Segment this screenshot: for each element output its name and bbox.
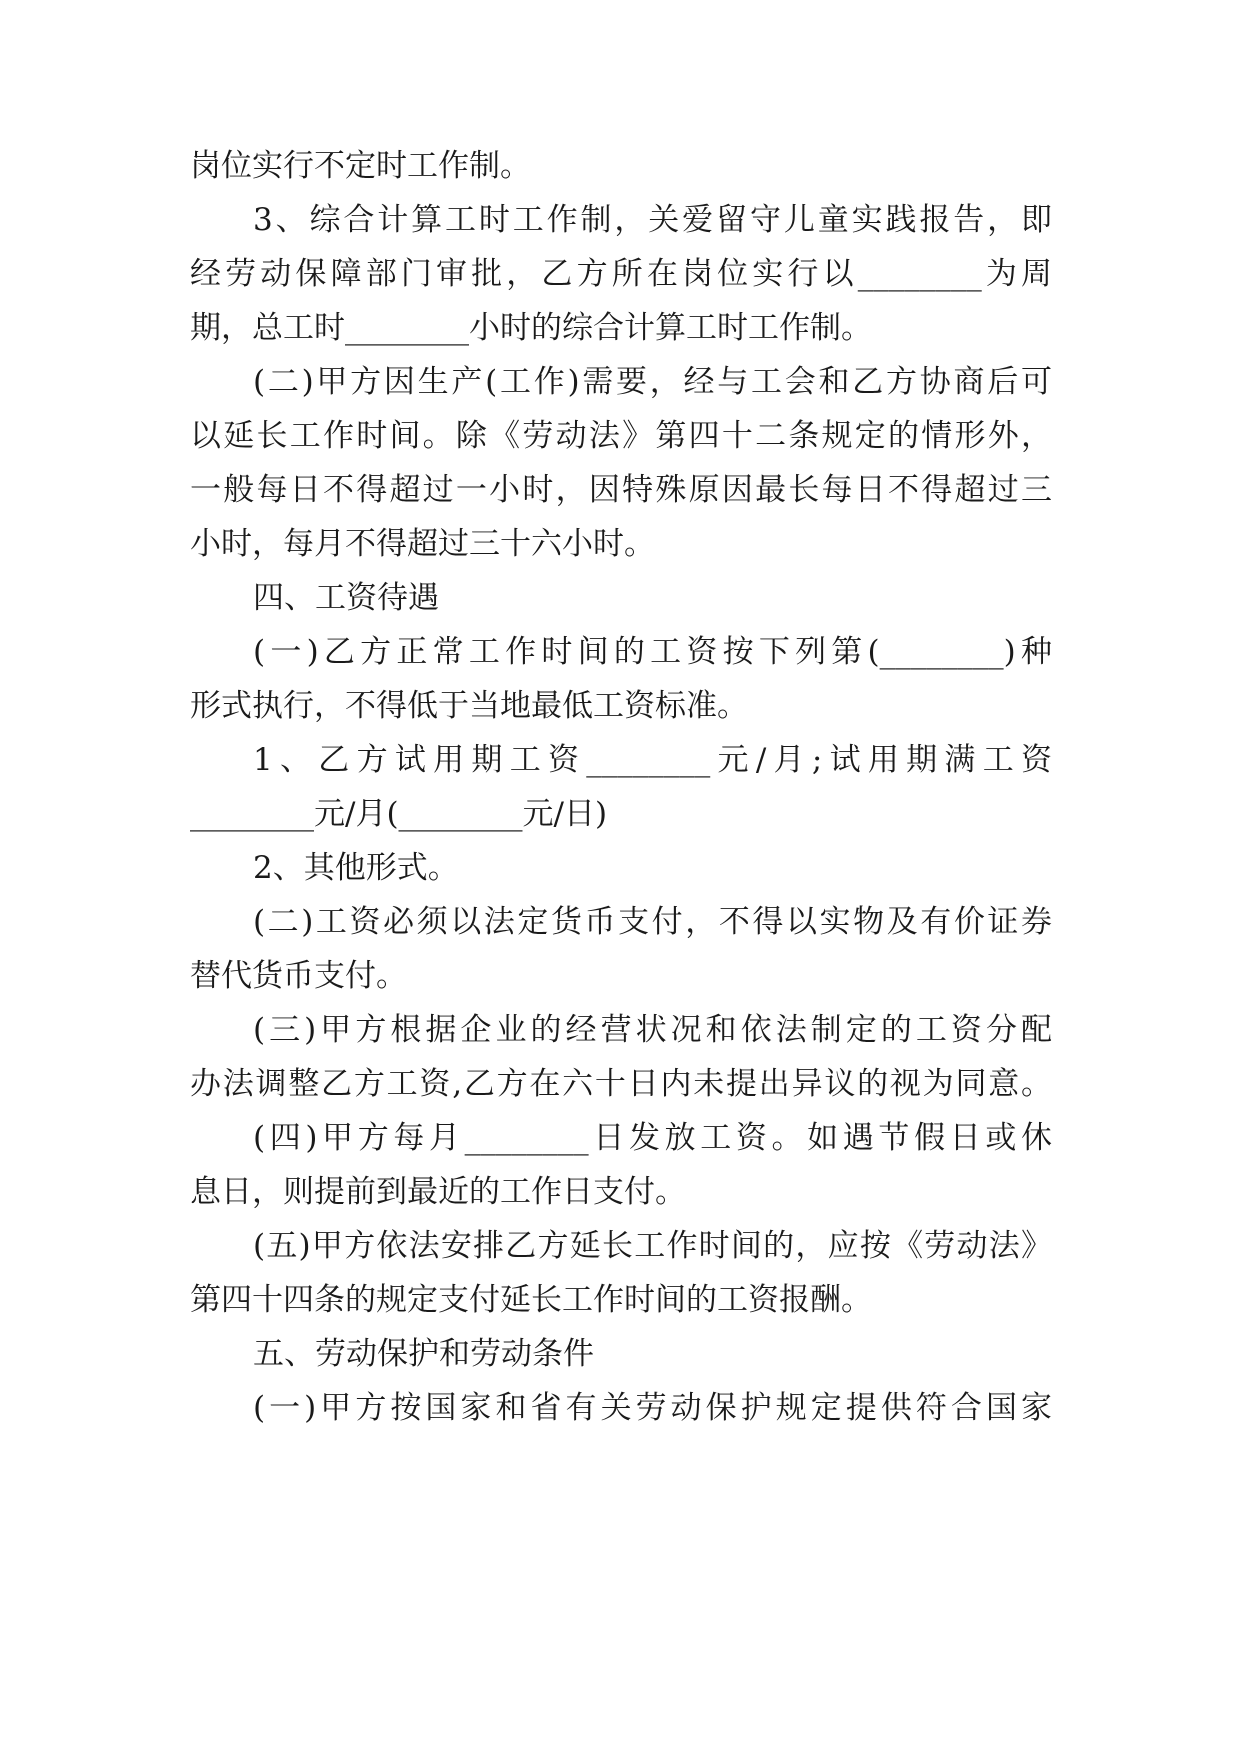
text-line-22: 第四十四条的规定支付延长工作时间的工资报酬。	[190, 1282, 872, 1318]
text-line-24: (一)甲方按国家和省有关劳动保护规定提供符合国家	[253, 1390, 1052, 1426]
text-line-4: 期，总工时________小时的综合计算工时工作制。	[190, 310, 872, 346]
text-line-3: 经劳动保障部门审批，乙方所在岗位实行以________为周	[190, 256, 1052, 292]
text-line-12: 1、乙方试用期工资________元/月;试用期满工资	[253, 742, 1052, 778]
text-line-19: (四)甲方每月________日发放工资。如遇节假日或休	[253, 1120, 1052, 1156]
text-line-2: 3、综合计算工时工作制，关爱留守儿童实践报告，即	[253, 202, 1052, 238]
text-line-20: 息日，则提前到最近的工作日支付。	[190, 1174, 686, 1210]
text-line-7: 一般每日不得超过一小时，因特殊原因最长每日不得超过三	[190, 472, 1052, 508]
section-heading-4: 四、工资待遇	[253, 580, 439, 616]
text-line-13: ________元/月(________元/日)	[190, 796, 608, 832]
text-line-10: (一)乙方正常工作时间的工资按下列第(________)种	[253, 634, 1052, 670]
text-line-1: 岗位实行不定时工作制。	[190, 148, 531, 184]
text-line-15: (二)工资必须以法定货币支付，不得以实物及有价证券	[253, 904, 1052, 940]
text-line-17: (三)甲方根据企业的经营状况和依法制定的工资分配	[253, 1012, 1052, 1048]
text-line-8: 小时，每月不得超过三十六小时。	[190, 526, 655, 562]
text-line-11: 形式执行，不得低于当地最低工资标准。	[190, 688, 748, 724]
text-line-18: 办法调整乙方工资,乙方在六十日内未提出异议的视为同意。	[190, 1066, 1052, 1102]
text-line-6: 以延长工作时间。除《劳动法》第四十二条规定的情形外，	[190, 418, 1052, 454]
text-line-14: 2、其他形式。	[253, 850, 459, 886]
text-line-5: (二)甲方因生产(工作)需要，经与工会和乙方协商后可	[253, 364, 1052, 400]
text-line-16: 替代货币支付。	[190, 958, 407, 994]
text-line-21: (五)甲方依法安排乙方延长工作时间的，应按《劳动法》	[253, 1228, 1052, 1264]
section-heading-5: 五、劳动保护和劳动条件	[253, 1336, 594, 1372]
